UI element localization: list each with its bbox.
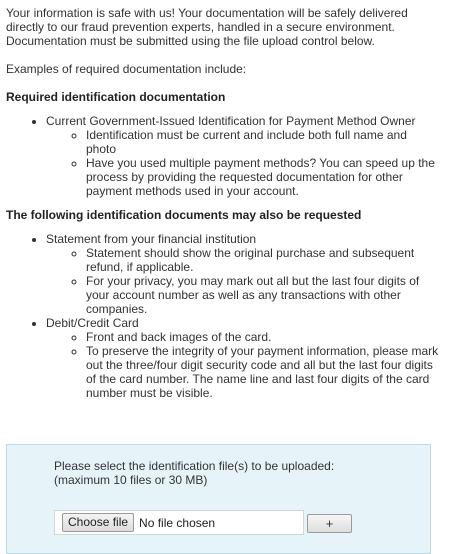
sub-list: [46, 330, 440, 400]
required-heading: Required identification documentation: [6, 90, 226, 104]
add-file-button[interactable]: +: [307, 514, 352, 533]
list-item: [46, 316, 440, 400]
list-item-label: Debit/Credit Card: [46, 316, 139, 330]
sub-list-item: ◦ For your privacy, you may mark out all but the last four digits of your account number as well as any transactions with other companies.: [86, 274, 440, 316]
list-item: [46, 114, 440, 198]
upload-panel: [6, 444, 431, 554]
sub-list: [46, 128, 440, 198]
list-item-label: Current Government-Issued Identification for Payment Method Owner: [46, 114, 416, 128]
sub-list-item: ◦ To preserve the integrity of your payment information, please mark out the three/four digit security code and all but the last four digits of the card number. The name line and last four digits of the card number must be visible.: [86, 344, 440, 400]
upload-limit: (maximum 10 files or 30 MB): [54, 473, 208, 487]
file-input[interactable]: [54, 510, 304, 535]
sub-list: [46, 246, 440, 316]
file-status-text: No file chosen: [139, 515, 216, 530]
required-list: [6, 114, 440, 198]
main-content: [6, 6, 440, 410]
intro-text: Your information is safe with us! Your documentation will be safely delivered directly to our fraud prevention experts, handled in a secure environment. Documentation must be submitted using the file upload control below.: [6, 6, 408, 48]
sub-list-item: ◦ Front and back images of the card.: [86, 330, 440, 344]
sub-list-item: ◦ Have you used multiple payment methods? You can speed up the process by providing the requested documentation for other payment methods used in your account.: [86, 156, 440, 198]
upload-prompt: Please select the identification file(s) to be uploaded:: [54, 459, 335, 473]
examples-text: Examples of required documentation include:: [6, 62, 247, 76]
choose-file-button[interactable]: Choose file: [62, 513, 134, 532]
upload-instructions: [54, 459, 334, 487]
list-item-label: Statement from your financial institution: [46, 232, 257, 246]
optional-heading: The following identification documents may also be requested: [6, 208, 362, 222]
sub-list-item: ◦ Statement should show the original purchase and subsequent refund, if applicable.: [86, 246, 440, 274]
list-item: [46, 232, 440, 316]
optional-list: [6, 232, 440, 400]
sub-list-item: ◦ Identification must be current and include both full name and photo: [86, 128, 440, 156]
